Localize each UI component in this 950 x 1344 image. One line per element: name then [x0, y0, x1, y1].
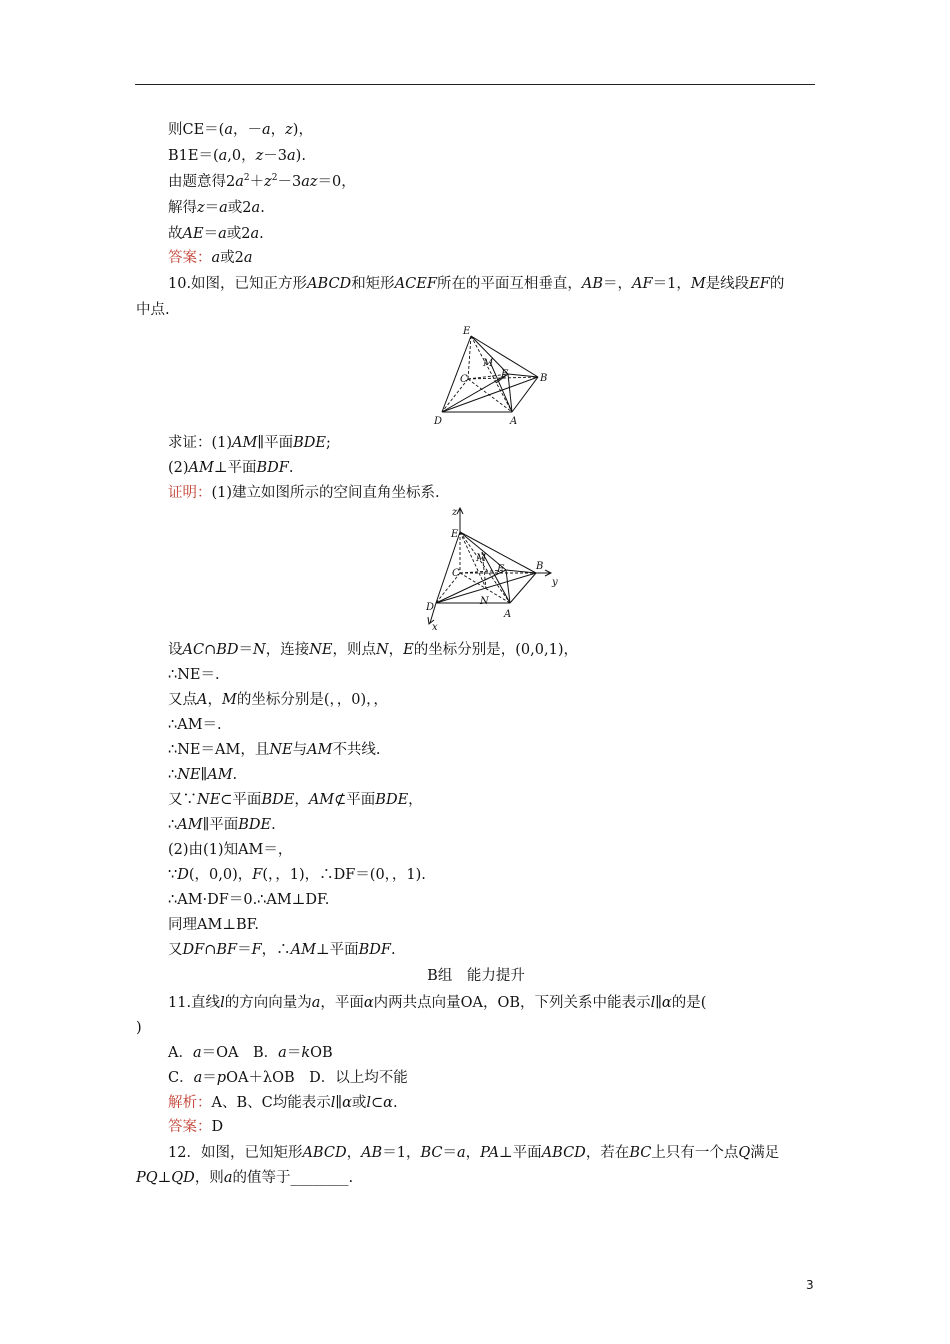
line-ce: 则CE＝(a，－a，z)， [168, 122, 313, 138]
question-10-cont: 中点. [136, 302, 170, 318]
step-13: 又DF∩BF＝F，∴AM⊥平面BDF. [168, 942, 396, 958]
line-equation: 由题意得$2a^2+z^2-3az=0$， [168, 173, 356, 190]
fig2-label-b: B [536, 561, 544, 572]
analysis-label: 解析： [168, 1095, 212, 1111]
step-8: ∴AM∥平面BDE. [168, 817, 276, 833]
question-11: 11.直线l的方向向量为a，平面α内两共点向量OA，OB，下列关系中能表示l∥α的是( [168, 995, 707, 1011]
section-heading: B组 能力提升 [427, 968, 525, 984]
question-10: 10.如图，已知正方形ABCD和矩形ACEF所在的平面互相垂直，AB＝，AF＝1，M是线段EF的 [168, 276, 785, 292]
line-ae: 故AE＝a或2a. [168, 226, 264, 242]
answer-11: 答案：D [168, 1119, 224, 1135]
line-b1e: B1E＝(a,0，z－3a). [168, 148, 306, 164]
page-number: 3 [806, 1278, 814, 1292]
fig1-label-a: A [510, 416, 518, 427]
step-7: 又∵NE⊂平面BDE，AM⊄平面BDE， [168, 792, 423, 808]
step-5: ∴NE＝AM，且NE与AM不共线. [168, 742, 381, 758]
options-cd: C．a＝pOA＋λOB D．以上均不能 [168, 1070, 408, 1086]
fig2-label-m: M [476, 553, 487, 564]
header-rule [135, 84, 815, 85]
step-6: ∴NE∥AM. [168, 767, 238, 783]
prove-1: 求证：(1)AM∥平面BDE; [168, 435, 331, 451]
fig1-label-m: M [483, 358, 494, 369]
step-4: ∴AM＝. [168, 717, 222, 733]
fig2-label-a: A [504, 609, 512, 620]
step-12: 同理AM⊥BF. [168, 917, 260, 933]
fig2-label-x: x [432, 622, 438, 633]
analysis-11: 解析：A、B、C均能表示l∥α或l⊂α. [168, 1095, 398, 1111]
answer-label: 答案： [168, 1119, 212, 1135]
fig2-label-d: D [426, 602, 435, 613]
question-12-cont: PQ⊥QD，则a的值等于________. [136, 1170, 354, 1186]
step-9: (2)由(1)知AM＝， [168, 842, 293, 858]
fig1-label-e: E [463, 326, 471, 337]
line-solve: 解得z＝a或2a. [168, 200, 265, 216]
proof-label: 证明： [168, 485, 212, 501]
prove-2: (2)AM⊥平面BDF. [168, 460, 294, 476]
answer-1: 答案：a或2a [168, 250, 253, 266]
step-2: ∴NE＝. [168, 667, 220, 683]
answer-label: 答案： [168, 250, 212, 266]
proof-start: 证明：(1)建立如图所示的空间直角坐标系. [168, 485, 440, 501]
question-12: 12．如图，已知矩形ABCD，AB＝1，BC＝a，PA⊥平面ABCD，若在BC上只有一个点Q满足 [168, 1145, 780, 1161]
options-ab: A．a＝OA B．a＝kOB [168, 1045, 333, 1061]
fig1-label-d: D [434, 416, 443, 427]
figure-1 [428, 322, 558, 430]
step-10: ∵D(，0,0)，F(，，1)，∴DF＝(0，，1). [168, 867, 426, 883]
fig2-label-n: N [480, 596, 489, 607]
figure-2 [418, 506, 566, 634]
fig2-label-y: y [552, 577, 558, 588]
fig2-label-c: C [452, 568, 460, 579]
fig1-label-b: B [540, 373, 548, 384]
step-1: 设AC∩BD＝N，连接NE，则点N，E的坐标分别是，(0,0,1)， [168, 642, 578, 658]
fig2-label-z: z [452, 507, 458, 518]
fig1-label-f: F [501, 369, 508, 380]
fig1-label-c: C [460, 374, 468, 385]
step-11: ∴AM·DF＝0.∴AM⊥DF. [168, 892, 330, 908]
step-3: 又点A，M的坐标分别是(，，0)，， [168, 692, 388, 708]
fig2-label-f: F [497, 564, 504, 575]
question-11-cont: ) [136, 1020, 142, 1036]
fig2-label-e: E [451, 529, 459, 540]
